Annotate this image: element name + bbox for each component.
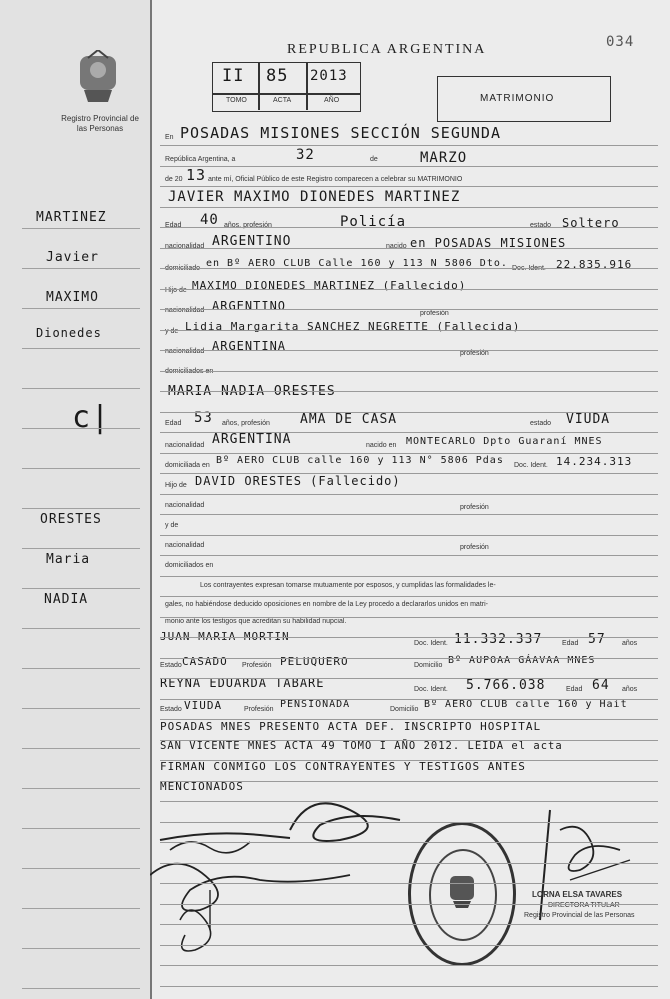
bride-status-label: estado: [530, 420, 552, 427]
ruled-line: [160, 699, 658, 700]
witness2-status-label: Estado: [160, 706, 182, 713]
intro-line2: República Argentina, a: [165, 156, 236, 163]
groom-nationality: ARGENTINO: [212, 234, 292, 249]
bride-mother-label: y de: [165, 522, 179, 529]
ruled-line: [160, 412, 658, 413]
place-prefix: En: [165, 134, 174, 141]
bride-nationality: ARGENTINA: [212, 432, 292, 447]
tomo-label: TOMO: [226, 97, 247, 104]
ruled-line: [160, 863, 658, 864]
page-number: 034: [606, 34, 635, 50]
groom-age-label: Edad: [165, 222, 182, 229]
ruled-line: [160, 555, 658, 556]
margin-ruled-line: [22, 828, 140, 829]
margin-ruled-line: [22, 308, 140, 309]
bride-doc-label: Doc. Ident.: [514, 462, 548, 469]
registry-logo: [74, 50, 122, 104]
margin-ruled-line: [22, 508, 140, 509]
margin-ruled-line: [22, 708, 140, 709]
bride-full-name: MARIA NADIA ORESTES: [168, 384, 336, 399]
ruled-line: [160, 637, 658, 638]
witness2-profession-label: Profesión: [244, 706, 274, 713]
director-signature: [520, 800, 650, 930]
witness1-age-unit: años: [622, 640, 638, 647]
ruled-line: [160, 904, 658, 905]
witness2-doc-label: Doc. Ident.: [414, 686, 448, 693]
acta-value: 85: [266, 66, 289, 86]
groom-father-prof-label: profesión: [420, 310, 449, 317]
ruled-line: [160, 678, 658, 679]
witness1-name: JUAN MARIA MORTIN: [160, 630, 290, 643]
ruled-line: [160, 617, 658, 618]
witness2-age: 64: [592, 678, 610, 693]
ruled-line: [160, 330, 658, 331]
bride-father-label: Hijo de: [165, 482, 187, 489]
groom-mother: Lidia Margarita SANCHEZ NEGRETTE (Fallecida): [185, 320, 521, 333]
groom-father-nat: ARGENTINO: [212, 299, 287, 313]
bride-mother-prof-label: profesión: [460, 544, 489, 551]
margin-ruled-line: [22, 548, 140, 549]
witness2-doc: 5.766.038: [466, 678, 546, 693]
registry-name: Registro Provincial de las Personas: [61, 114, 139, 133]
margin-ruled-line: [22, 268, 140, 269]
act-type: MATRIMONIO: [480, 93, 555, 104]
ruled-line: [160, 924, 658, 925]
margin-surname2: ORESTES: [40, 512, 102, 527]
year-value: 13: [186, 166, 207, 184]
year-prefix: de 20: [165, 176, 183, 183]
ruled-line: [160, 145, 658, 146]
witness1-address: Bº AUPOAA GÁAVAA MNES: [448, 655, 596, 666]
bride-doc: 14.234.313: [556, 455, 633, 468]
notes-line4: MENCIONADOS: [160, 780, 244, 793]
margin-ruled-line: [22, 948, 140, 949]
ruled-line: [160, 658, 658, 659]
witness2-status: VIUDA: [184, 699, 223, 712]
groom-father: MAXIMO DIONEDES MARTINEZ (Fallecido): [192, 279, 467, 292]
margin-ruled-line: [22, 668, 140, 669]
intro-line3: ante mí, Oficial Público de este Registro comparecen a celebrar su MATRIMONIO: [208, 176, 463, 183]
ruled-line: [160, 986, 658, 987]
bride-birthplace-label: nacido en: [366, 442, 397, 449]
bride-address: Bº AERO CLUB calle 160 y 113 N° 5806 Pdas: [216, 455, 504, 466]
ruled-line: [160, 883, 658, 884]
margin-name5: NADIA: [44, 592, 89, 607]
ruled-line: [160, 596, 658, 597]
ano-label: AÑO: [324, 97, 340, 104]
bride-dom-label: domiciliados en: [165, 562, 214, 569]
witness1-doc: 11.332.337: [454, 632, 543, 647]
witness2-address-label: Domicilio: [390, 706, 419, 713]
groom-birthplace: en POSADAS MISIONES: [410, 236, 567, 250]
margin-ruled-line: [22, 988, 140, 989]
declaration-line1: Los contrayentes expresan tomarse mutuamente por esposos, y cumplidas las formalidades le-: [200, 582, 496, 589]
margin-ruled-line: [22, 748, 140, 749]
ruled-line: [160, 945, 658, 946]
signatures-graphic: [150, 790, 440, 970]
ruled-line: [160, 781, 658, 782]
ruled-line: [160, 248, 658, 249]
margin-ruled-line: [22, 908, 140, 909]
ruled-line: [160, 719, 658, 720]
groom-doc-label: Doc. Ident.: [512, 265, 546, 272]
ano-value: 2013: [310, 68, 348, 84]
ruled-line: [160, 289, 658, 290]
groom-mother-label: y de: [165, 328, 179, 335]
margin-name2: MAXIMO: [46, 290, 99, 305]
margin-ruled-line: [22, 788, 140, 789]
ruled-line: [160, 371, 658, 372]
groom-address-label: domiciliado: [165, 265, 201, 272]
ruled-line: [160, 494, 658, 495]
ruled-line: [160, 391, 658, 392]
margin-ruled-line: [22, 348, 140, 349]
bride-status: VIUDA: [566, 412, 611, 427]
ruled-line: [160, 535, 658, 536]
groom-doc: 22.835.916: [556, 258, 633, 271]
bride-profession: AMA DE CASA: [300, 412, 398, 427]
margin-name3: Dionedes: [36, 326, 102, 340]
acta-label: ACTA: [273, 97, 292, 104]
country-title: REPUBLICA ARGENTINA: [287, 42, 487, 57]
witness2-profession: PENSIONADA: [280, 699, 351, 710]
witness1-status-label: Estado: [160, 662, 182, 669]
witness1-age: 57: [588, 632, 606, 647]
month-value: MARZO: [420, 150, 468, 166]
groom-father-label: Hijo de: [165, 287, 187, 294]
groom-profession: Policía: [340, 214, 407, 230]
groom-father-nat-label: nacionalidad: [165, 307, 205, 314]
ruled-line: [160, 186, 658, 187]
margin-ruled-line: [22, 628, 140, 629]
witness1-profession: PELUQUERO: [280, 655, 349, 668]
groom-address: en Bº AERO CLUB Calle 160 y 113 N 5806 Dto.: [206, 258, 508, 269]
margin-name4: Maria: [46, 552, 91, 567]
ruled-line: [160, 473, 658, 474]
groom-age: 40: [200, 212, 219, 228]
groom-profession-label: años, profesión: [224, 222, 272, 229]
bride-mother-nat-label: nacionalidad: [165, 542, 205, 549]
margin-ruled-line: [22, 388, 140, 389]
declaration-line3: monio ante los testigos que acreditan su habilidad nupcial.: [165, 618, 347, 625]
groom-status: Soltero: [562, 216, 620, 230]
bride-age: 53: [194, 410, 213, 426]
ruled-line: [160, 268, 658, 269]
groom-mother-nat: ARGENTINA: [212, 339, 287, 353]
notes-line3: FIRMAN CONMIGO LOS CONTRAYENTES Y TESTIGOS ANTES: [160, 760, 526, 773]
witness2-age-unit: años: [622, 686, 638, 693]
ruled-line: [160, 309, 658, 310]
director-title: DIRECTORA TITULAR: [548, 902, 620, 909]
groom-mother-prof-label: profesión: [460, 350, 489, 357]
notes-line2: SAN VICENTE MNES ACTA 49 TOMO I AÑO 2012. LEIDA el acta: [160, 740, 563, 752]
margin-ruled-line: [22, 428, 140, 429]
bride-age-label: Edad: [165, 420, 182, 427]
bride-birthplace: MONTECARLO Dpto Guaraní MNES: [406, 436, 603, 447]
bride-father: DAVID ORESTES (Fallecido): [195, 474, 401, 488]
bride-profession-label: años, profesión: [222, 420, 270, 427]
ruled-line: [160, 822, 658, 823]
margin-ruled-line: [22, 228, 140, 229]
ruled-line: [160, 453, 658, 454]
ruled-line: [160, 227, 658, 228]
witness2-address: Bº AERO CLUB calle 160 y Hait: [424, 699, 628, 710]
margin-ruled-line: [22, 588, 140, 589]
declaration-line2: gales, no habiéndose deducido oposiciones en nombre de la Ley procedo a declararlos unidos en matri-: [165, 601, 488, 608]
witness1-doc-label: Doc. Ident.: [414, 640, 448, 647]
witness2-age-label: Edad: [566, 686, 583, 693]
ruled-line: [160, 514, 658, 515]
ruled-line: [160, 432, 658, 433]
ruled-line: [160, 350, 658, 351]
notes-line1: POSADAS MNES PRESENTO ACTA DEF. INSCRIPTO HOSPITAL: [160, 720, 542, 733]
ruled-line: [160, 166, 658, 167]
ruled-line: [160, 760, 658, 761]
margin-surname: MARTINEZ: [36, 210, 107, 225]
bride-father-nat-label: nacionalidad: [165, 502, 205, 509]
bride-address-label: domiciliada en: [165, 462, 210, 469]
margin-ruled-line: [22, 868, 140, 869]
margin-ruled-line: [22, 468, 140, 469]
ruled-line: [160, 576, 658, 577]
margin-column: [0, 0, 150, 999]
groom-status-label: estado: [530, 222, 552, 229]
ruled-line: [160, 740, 658, 741]
director-name: LORNA ELSA TAVARES: [532, 890, 623, 899]
bride-nationality-label: nacionalidad: [165, 442, 205, 449]
witness1-address-label: Domicilio: [414, 662, 443, 669]
ruled-line: [160, 207, 658, 208]
groom-nationality-label: nacionalidad: [165, 243, 205, 250]
place-value: POSADAS MISIONES SECCIÓN SEGUNDA: [180, 124, 501, 142]
groom-mother-nat-label: nacionalidad: [165, 348, 205, 355]
groom-full-name: JAVIER MAXIMO DIONEDES MARTINEZ: [168, 189, 461, 205]
month-prefix: de: [370, 156, 378, 163]
bride-father-prof-label: profesión: [460, 504, 489, 511]
margin-name1: Javier: [46, 250, 99, 265]
director-office: Registro Provincial de las Personas: [524, 912, 635, 919]
witness1-status: CASADO: [182, 655, 228, 668]
ruled-line: [160, 801, 658, 802]
witness2-name: REYNA EDUARDA TABARE: [160, 676, 325, 690]
witness1-profession-label: Profesión: [242, 662, 272, 669]
tomo-value: II: [222, 66, 245, 86]
groom-dom-label: domiciliados en: [165, 368, 214, 375]
witness1-age-label: Edad: [562, 640, 579, 647]
groom-birthplace-label: nacido: [386, 243, 407, 250]
margin-join-mark: c|: [72, 400, 111, 435]
ruled-line: [160, 965, 658, 966]
ruled-line: [160, 842, 658, 843]
day-value: 32: [296, 147, 315, 163]
